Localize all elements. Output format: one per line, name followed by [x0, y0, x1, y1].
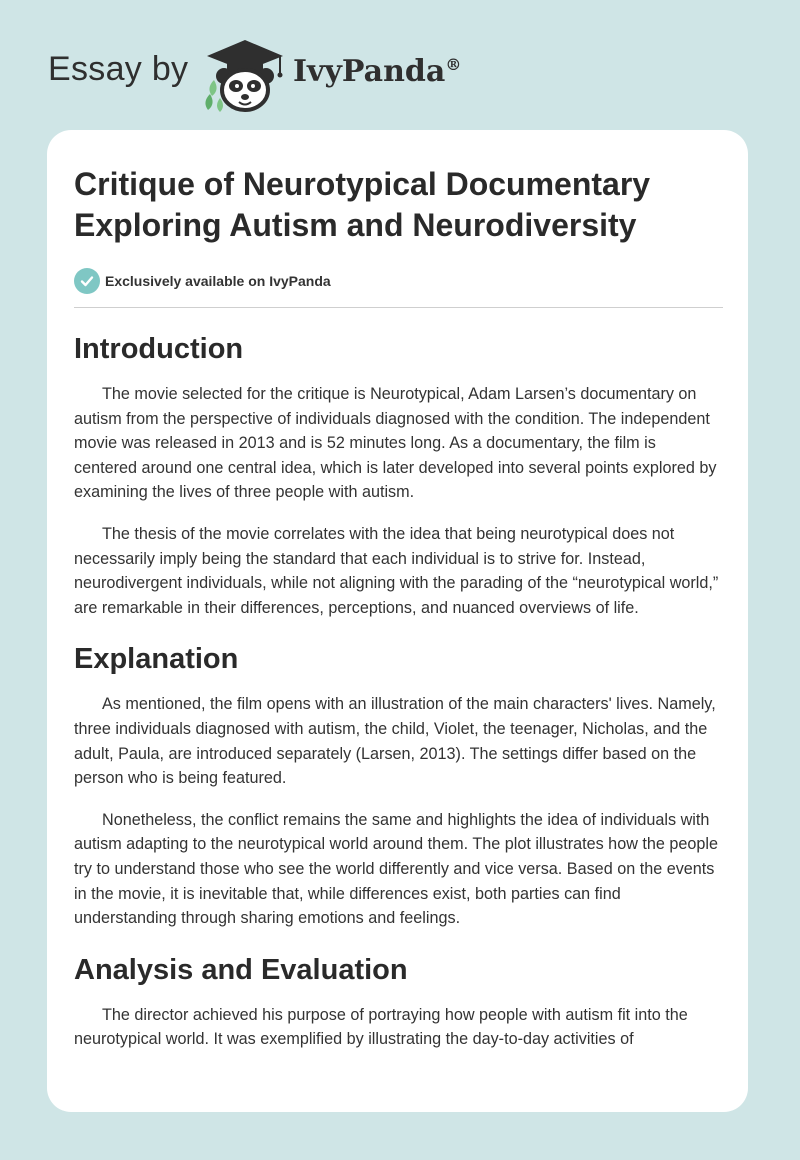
- section-heading-introduction: Introduction: [74, 333, 244, 365]
- title-divider: [74, 307, 723, 308]
- paragraph: The director achieved his purpose of portraying how people with autism fit into the neurotypical world. It was exemplified by illustrating the day-to-day activities of: [74, 1005, 688, 1049]
- essay-content: [74, 164, 723, 1052]
- paragraph: The movie selected for the critique is Neurotypical, Adam Larsen’s documentary on autism from the perspective of individuals diagnosed with the condition. The independent movie was released in 2013 and is 52 minutes long. As a documentary, the film is centered around one central idea, which is later developed into several points explored by examining the lives of three people with autism.: [74, 385, 717, 502]
- brand-name: IvyPanda®: [293, 54, 462, 89]
- registered-mark: ®: [445, 55, 462, 74]
- paragraph: The thesis of the movie correlates with the idea that being neurotypical does not necessarily imply being the standard that each individual is to strive for. Instead, neurodivergent individuals, while not aligning with the parading of the “neurotypical world,” are remarkable in their differences, perceptions, and nuanced overviews of life.: [74, 524, 719, 617]
- ivypanda-logo-link[interactable]: [200, 34, 290, 114]
- check-icon: [74, 268, 100, 294]
- paragraph: As mentioned, the film opens with an illustration of the main characters' lives. Namely, three individuals diagnosed with autism, the child, Violet, the teenager, Nicholas, and the adult, Paula, are introduced separately (Larsen, 2013). The settings differ based on the person who is being featured.: [74, 695, 716, 788]
- paragraph: Nonetheless, the conflict remains the same and highlights the idea of individuals with autism adapting to the neurotypical world around them. The plot illustrates how the people try to understand those who see the world differently and vice versa. Based on the events in the movie, it is inevitable that, while differences exist, both parties can find understanding through sharing emotions and feelings.: [74, 810, 718, 928]
- essay-title: Critique of Neurotypical Documentary Exploring Autism and Neurodiversity: [74, 166, 651, 243]
- essay-by-label: Essay by: [48, 50, 189, 88]
- section-heading-explanation: Explanation: [74, 643, 239, 676]
- exclusive-badge: [74, 268, 723, 294]
- essay-card: [47, 130, 748, 1112]
- site-header: [48, 34, 508, 114]
- panda-graduate-icon: [200, 34, 290, 114]
- exclusive-label: Exclusively available on IvyPanda: [105, 273, 331, 289]
- section-heading-analysis: Analysis and Evaluation: [74, 953, 408, 986]
